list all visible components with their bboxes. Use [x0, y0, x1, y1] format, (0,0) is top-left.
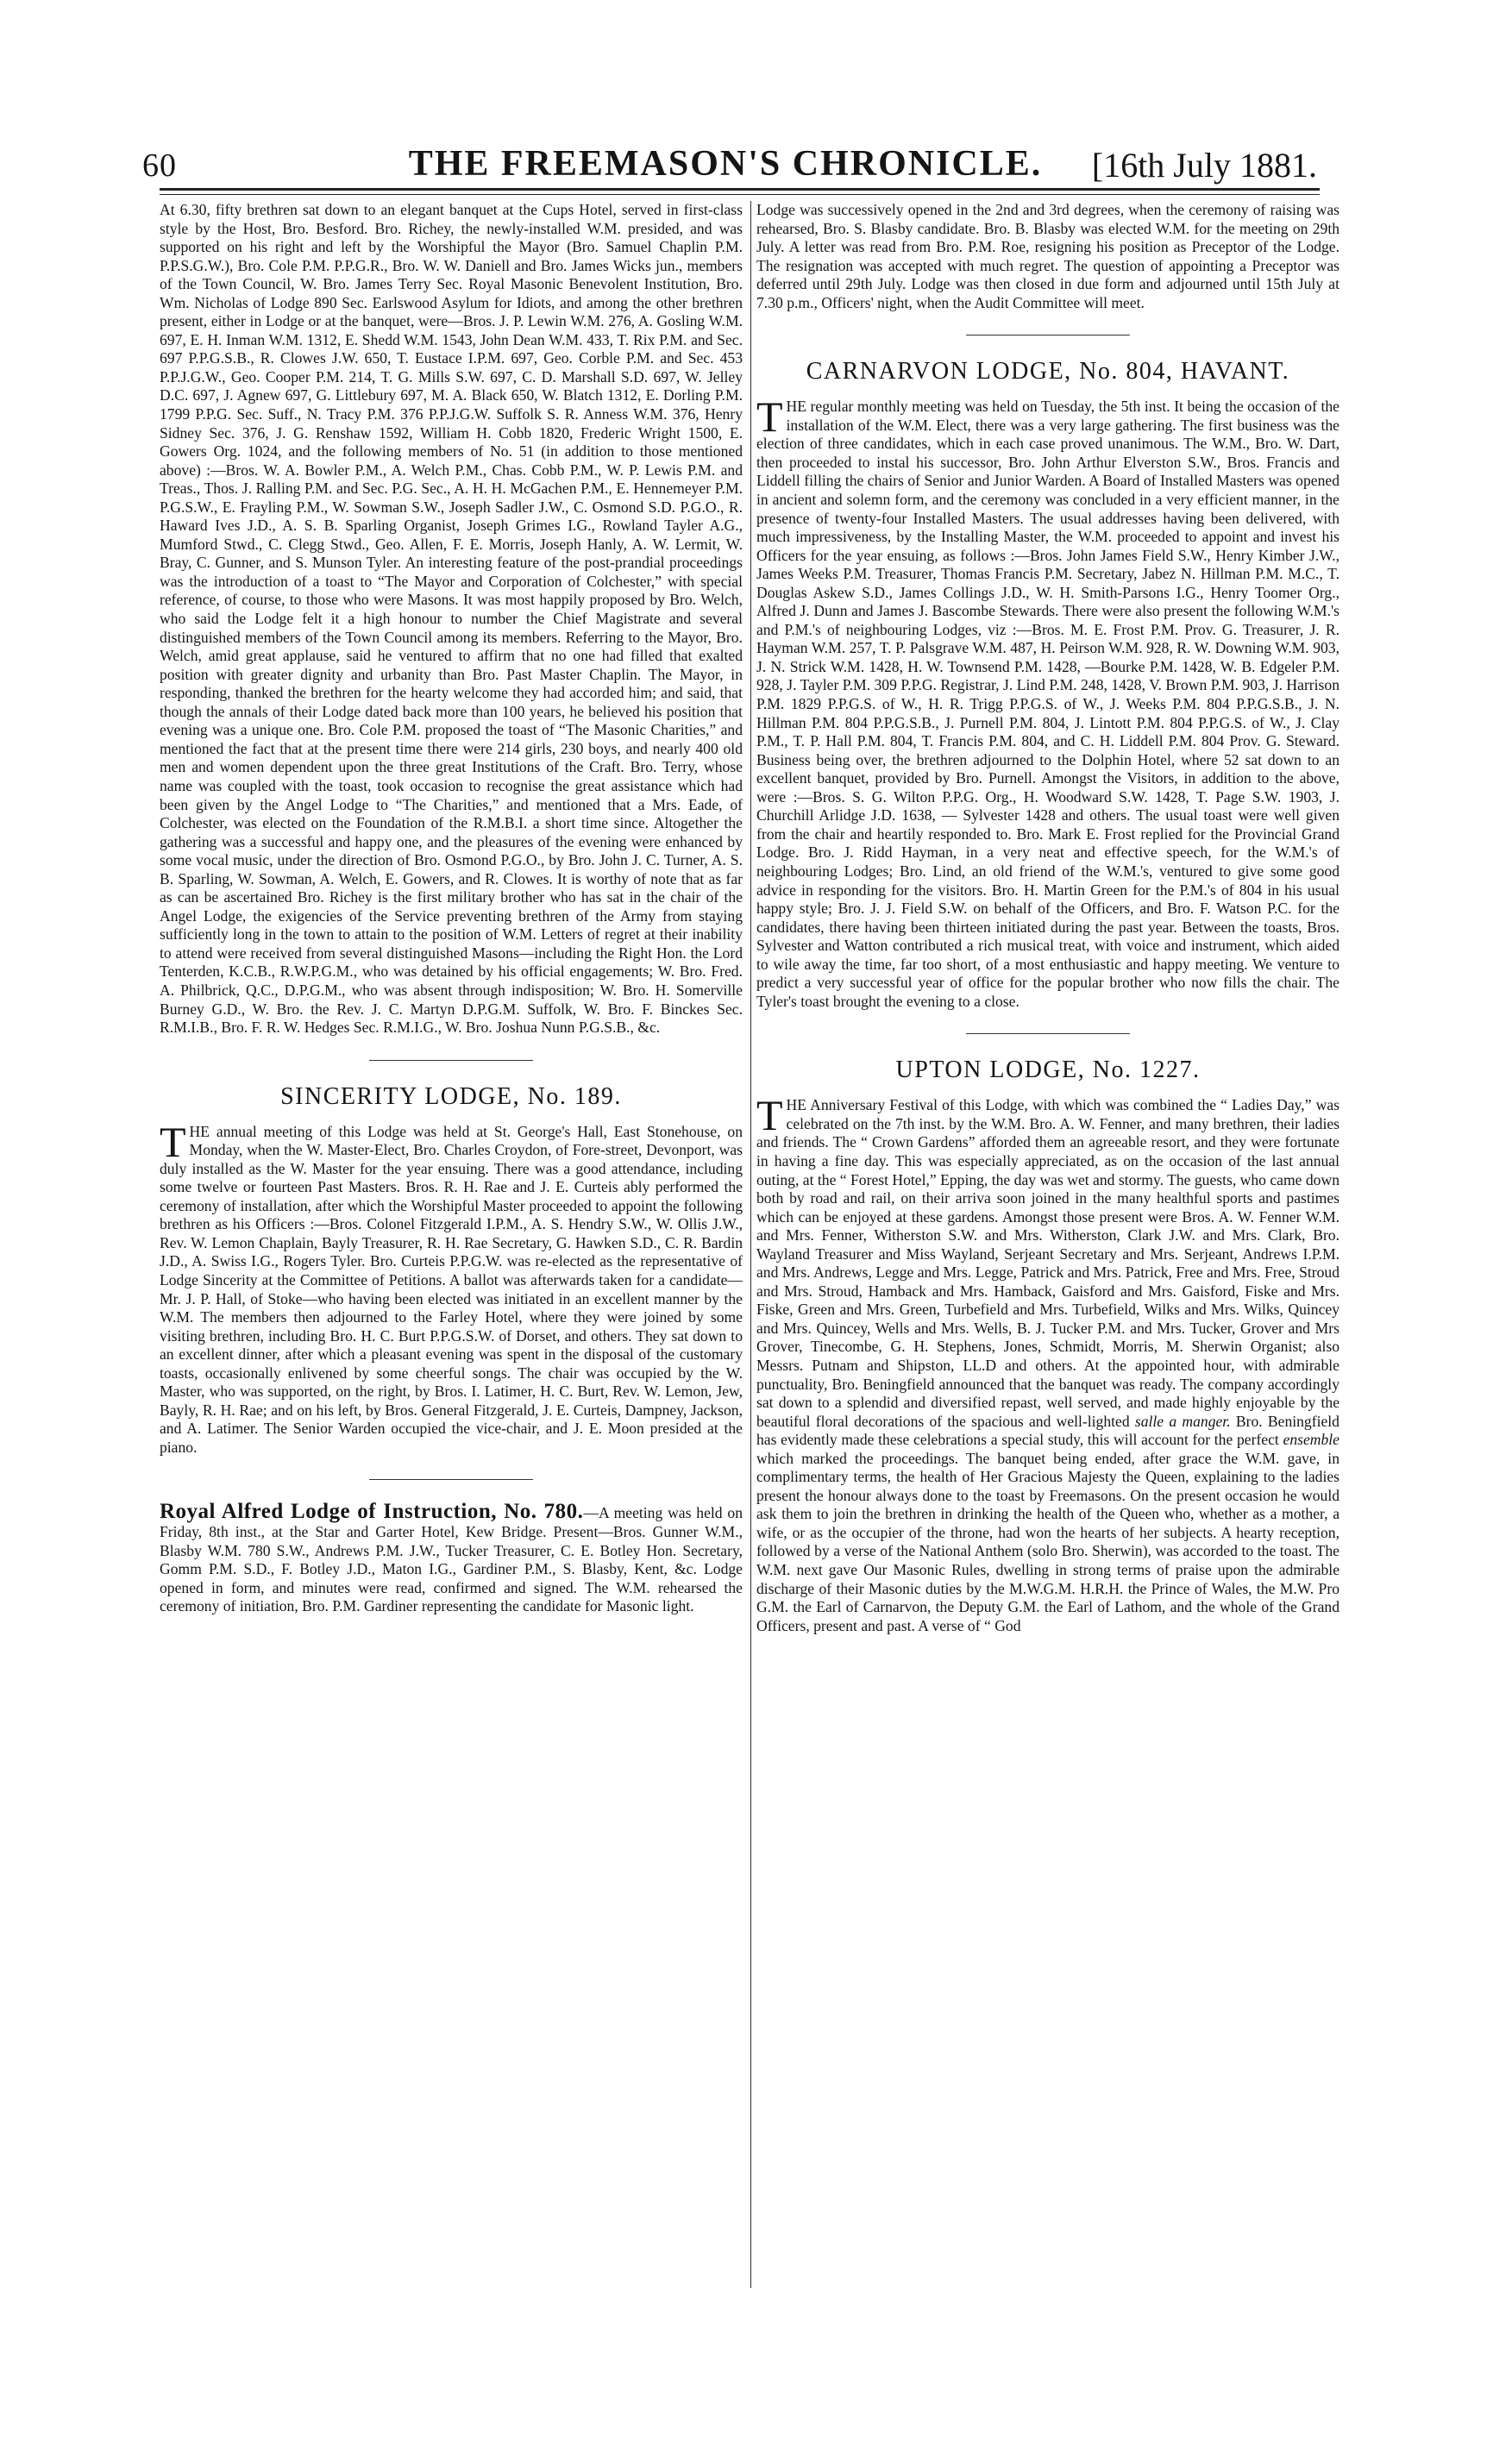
continued-article-text: Lodge was successively opened in the 2nd and 3rd degrees, when the ceremony of raising was rehearsed, Bro. S. Blasby candidate. Bro. B. Blasby was elected W.M. for the meeting on 29th July. A letter was read from Bro. P.M. Roe, resigning his position as Preceptor of the Lodge. The resignation was accepted with much regret. The question of appointing a Preceptor was deferred until 29th July. Lodge was then closed in due form and adjourned until 15th July at 7.30 p.m., Officers' night, when the Audit Committee will meet.	[756, 201, 1339, 311]
header-rule	[160, 188, 1320, 195]
carnarvon-lodge-article	[756, 358, 1339, 1011]
article-text: Bro. Beningfield has evidently made these celebrations a special study, this will account for the perfect	[756, 1412, 1339, 1449]
article-body	[160, 1502, 743, 1615]
article-heading: SINCERITY LODGE, No. 189.	[280, 1082, 622, 1110]
article-text: —A meeting was held on Friday, 8th inst., at the Star and Garter Hotel, Kew Bridge. Present—Bros. Gunner W.M., Blasby W.M. 780 S.W., Andrews P.M. J.W., Tucker Treasurer, C. E. Botley Hon. Secretary, Gomm P.M. S.D., F. Botley J.D., Maton I.G., Gardiner P.M., S. Blasby, Kent, &c. Lodge opened in form, and minutes were read, confirmed and signed. The W.M. rehearsed the ceremony of initiation, Bro. P.M. Gardiner representing the candidate for Masonic light.	[160, 1504, 743, 1615]
publication-title: THE FREEMASON'S CHRONICLE.	[408, 144, 1043, 184]
right-column	[756, 201, 1339, 1635]
upton-lodge-article	[756, 1056, 1339, 1635]
issue-date: [16th July 1881.	[1091, 146, 1317, 185]
article-heading: UPTON LODGE, No. 1227.	[895, 1056, 1201, 1084]
page-number: 60	[142, 147, 177, 184]
article-text: which marked the proceedings. The banquet being ended, after grace the W.M. gave, in complimentary terms, the health of Her Gracious Majesty the Queen, explaining to the ladies present the honour always done to the toast by Freemasons. On the present occasion he would ask them to join the brethren in drinking the health of the Queen who, whether as a mother, a wife, or as the occupier of the throne, had won the hearts of her subjects. A hearty reception, followed by a verse of the National Anthem (solo Bro. Sherwin), was accorded to the toast. The W.M. next gave Our Masonic Rules, dwelling in strong terms of praise upon the admirable discharge of their Masonic duties by the M.W.G.M. H.R.H. the Prince of Wales, the M.W. Pro G.M. the Earl of Carnarvon, the Deputy G.M. the Earl of Lathom, and the whole of the Grand Officers, present and past. A verse of “ God	[756, 1449, 1339, 1634]
royal-alfred-lodge-article	[160, 1502, 743, 1615]
section-divider	[369, 1479, 533, 1480]
article-text: HE regular monthly meeting was held on Tuesday, the 5th inst. It being the occasion of the installation of the W.M. Elect, there was a very large gathering. The first business was the election of three candidates, which in each case proved unanimous. The W.M., Bro. W. Dart, then proceeded to instal his successor, Bro. John Arthur Elverston S.W., Bros. Francis and Liddell filling the chairs of Senior and Junior Warden. A Board of Installed Masters was opened in ancient and solemn form, and the ceremony was concluded in a very efficient manner, in the presence of twenty-four Installed Masters. The usual addresses having been delivered, with much impressiveness, by the Installing Master, the W.M. proceeded to appoint and invest his Officers for the year ensuing, as follows :—Bros. John James Field S.W., Henry Kimber J.W., James Weeks P.M. Treasurer, Thomas Francis P.M. Secretary, Jabez N. Hillman P.M. M.C., T. Douglas Askew S.D., James Collings J.D., W. H. Smith-Parsons I.G., Henry Toomer Org., Alfred J. Dunn and James J. Bascombe Stewards. There were also present the following W.M.'s and P.M.'s of neighbouring Lodges, viz :—Bros. M. E. Frost P.M. Prov. G. Treasurer, J. R. Hayman W.M. 257, T. P. Palsgrave W.M. 487, H. Peirson W.M. 928, R. W. Downing W.M. 903, J. N. Strick W.M. 1428, H. W. Townsend P.M. 1428, —Bourke P.M. 1428, W. B. Edgeler P.M. 928, J. Tayler P.M. 309 P.P.G. Registrar, J. Lind P.M. 248, 1428, V. Brown P.M. 903, J. Harrison P.M. 1829 P.P.G.S. of W., H. R. Trigg P.P.G.S. of W., J. Weeks P.M. 804 P.P.G.S.B., J. N. Hillman P.M. 804 P.P.G.S.B., J. Purnell P.M. 804, J. Lintott P.M. 804 P.P.G.S. of W., J. Clay P.M., T. P. Hall P.M. 804, T. Francis P.M. 804, and C. H. Liddell P.M. 804 Prov. G. Steward. Business being over, the brethren adjourned to the Dolphin Hotel, where 52 sat down to an excellent banquet, provided by Bro. Purnell. Amongst the Visitors, in addition to the above, were :—Bros. S. G. Wilton P.P.G. Org., H. Woodward S.W. 1428, T. Page S.W. 1903, J. Churchill Arlidge J.D. 1638, — Sylvester 1428 and others. The usual toast were well given from the chair and heartily responded to. Bro. Mark E. Frost replied for the Provincial Grand Lodge. Bro. J. Ridd Hayman, in a very neat and effective speech, for the W.M.'s of neighbouring Lodges; Bro. Lind, an old friend of the W.M.'s, ventured to give some good advice in responding for the visitors. Bro. H. Martin Green for the P.M.'s of 804 in his usual happy style; Bro. J. J. Field S.W. on behalf of the Officers, and Bro. F. Watson P.C. for the candidates, there having been thirteen initiated during the past year. Between the toasts, Bros. Sylvester and Watton contributed a rich musical treat, with voice and instrument, which aided to wile away the time, far too short, of a most enthusiastic and happy meeting. We venture to predict a very successful year of office for the popular brother who now fills the chair. The Tyler's toast brought the evening to a close.	[756, 398, 1339, 1010]
column-divider	[750, 201, 751, 2288]
article-text: HE Anniversary Festival of this Lodge, with which was combined the “ Ladies Day,” was celebrated on the 7th inst. by the W.M. Bro. A. W. Fenner, and many brethren, their ladies and friends. The “ Crown Gardens” afforded them an agreeable resort, and they were fortunate in having a fine day. This was especially appreciated, as on the occasion of the last annual outing, at the “ Forest Hotel,” Epping, the day was wet and stormy. The guests, who came down both by road and rail, on their arriva soon joined in the many healthful sports and pastimes which can be enjoyed at these gardens. Amongst those present were Bros. A. W. Fenner W.M. and Mrs. Fenner, Witherston S.W. and Mrs. Witherston, Clark J.W. and Mrs. Clark, Bro. Wayland Treasurer and Miss Wayland, Serjeant Secretary and Mrs. Serjeant, Andrews I.P.M. and Mrs. Andrews, Legge and Mrs. Legge, Patrick and Mrs. Patrick, Free and Mrs. Free, Stroud and Mrs. Stroud, Hamback and Mrs. Hamback, Gaisford and Mrs. Gaisford, Fiske and Mrs. Fiske, Green and Mrs. Green, Turbefield and Mrs. Turbefield, Wilks and Mrs. Wilks, Quincey and Mrs. Quincey, Wells and Mrs. Wells, B. J. Tucker P.M. and Mrs. Tucker, Grover and Mrs Grover, Tinecombe, G. H. Stephens, Jones, Schmidt, Morris, M. Sherwin Organist; also Messrs. Putnam and Shipston, LL.D and others. At the appointed hour, with admirable punctuality, Bro. Beningfield announced that the banquet was ready. The company accordingly sat down to a splendid and diversified repast, well served, and made highly enjoyable by the beautiful floral decorations of the spacious and well-lighted	[756, 1096, 1339, 1430]
drop-cap: T	[160, 1117, 186, 1166]
drop-cap: T	[756, 1091, 783, 1140]
article-runhead: Royal Alfred Lodge of Instruction, No. 780.	[160, 1500, 584, 1524]
drop-cap: T	[756, 392, 783, 442]
section-divider	[369, 1060, 533, 1061]
italic-phrase: salle a manger.	[1134, 1412, 1231, 1430]
sincerity-lodge-article	[160, 1083, 743, 1458]
article-body	[160, 1117, 743, 1458]
article-text: HE annual meeting of this Lodge was held at St. George's Hall, East Stonehouse, on Monday, when the W. Master-Elect, Bro. Charles Croydon, of Fore-street, Devonport, was duly installed as the W. Master for the year ensuing. There was a good attendance, including some twelve or fourteen Past Masters. Bros. R. H. Rae and J. E. Curteis ably performed the ceremony of installation, after which the Worshipful Master proceeded to appoint the following brethren as his Officers :—Bros. Colonel Fitzgerald I.P.M., A. S. Hendry S.W., W. Ollis J.W., Rev. W. Lemon Chaplain, Bayly Treasurer, R. H. Rae Secretary, G. Hawken S.D., C. R. Bardin J.D., A. Swiss I.G., Rogers Tyler. Bro. Curteis P.P.G.W. was re-elected as the representative of Lodge Sincerity at the Committee of Petitions. A ballot was afterwards taken for a candidate—Mr. J. P. Hall, of Stoke—who having been elected was initiated in an excellent manner by the W.M. The members then adjourned to the Farley Hotel, where they were joined by some visiting brethren, including Bro. H. C. Burt P.P.G.S.W. of Dorset, and others. They sat down to an excellent dinner, after which a pleasant evening was spent in the disposal of the customary toasts, occasionally enlivened by some cheerful songs. The chair was occupied by the W. Master, who was supported, on the right, by Bros. I. Latimer, H. C. Burt, Rev. W. Lemon, Jew, Bayly, R. H. Rae; and on his left, by Bros. General Fitzgerald, J. E. Curteis, Dampney, Jackson, and A. Latimer. The Senior Warden occupied the vice-chair, and J. E. Moon presided at the piano.	[160, 1122, 743, 1456]
left-column	[160, 201, 743, 1616]
article-heading: CARNARVON LODGE, No. 804, HAVANT.	[806, 358, 1290, 386]
section-divider	[966, 1033, 1130, 1034]
banquet-report-text: At 6.30, fifty brethren sat down to an elegant banquet at the Cups Hotel, served in first-class style by the Host, Bro. Besford. Bro. Richey, the newly-installed W.M. presided, and was supported on his right and left by the Worshipful the Mayor (Bro. Samuel Chaplin P.M. P.P.S.G.W.), Bro. Cole P.M. P.P.G.R., Bro. W. W. Daniell and Bro. James Wicks jun., members of the Town Council, W. Bro. James Terry Sec. Royal Masonic Benevolent Institution, Bro. Wm. Nicholas of Lodge 890 Sec. Earlswood Asylum for Idiots, and among the other brethren present, either in Lodge or at the banquet, were—Bros. J. P. Lewin W.M. 276, A. Gosling W.M. 697, E. H. Inman W.M. 1312, E. Shedd W.M. 1543, John Dean W.M. 433, T. Rix P.M. and Sec. 697 P.P.G.S.B., R. Clowes J.W. 650, T. Eustace I.P.M. 697, Geo. Corble P.M. and Sec. 453 P.P.J.G.W., Geo. Cooper P.M. 214, T. G. Mills S.W. 697, C. D. Marshall S.D. 697, W. Jelley D.C. 697, J. Agnew 697, G. Littlebury 697, M. A. Black 650, W. Blatch 1312, E. Dorling P.M. 1799 P.P.G. Sec. Suff., N. Tracy P.M. 376 P.P.J.G.W. Suffolk S. R. Anness W.M. 376, Henry Sidney Sec. 376, J. G. Renshaw 1592, William H. Cobb 1820, Frederic Wright 1500, E. Gowers Org. 1024, and the following members of No. 51 (in addition to those mentioned above) :—Bros. W. A. Bowler P.M., A. Welch P.M., Chas. Cobb P.M., W. P. Lewis P.M. and Treas., Thos. J. Ralling P.M. and Sec. P.G. Sec., A. H. H. McGachen P.M., E. Hennemeyer P.M. P.G.S.W., E. Frayling P.M., W. Sowman S.W., Joseph Sadler J.W., C. Osmond S.D. P.G.O., R. Haward Ives J.D., A. S. B. Sparling Organist, Joseph Grimes I.G., Rowland Tayler A.G., Mumford Stwd., C. Clegg Stwd., Geo. Allen, F. E. Morris, Joseph Hanly, A. W. Lermit, W. Bray, C. Gunner, and S. Munson Tyler. An interesting feature of the post-prandial proceedings was the introduction of a toast to “The Mayor and Corporation of Colchester,” with special reference, of course, to those who were Masons. It was most happily proposed by Bro. Welch, who said the Lodge felt it a high honour to number the Chief Magistrate and several distinguished members of the Town Council among its members. Referring to the Mayor, Bro. Welch, amid great applause, said he ventured to affirm that no one had filled that exalted position with greater dignity and urbanity than Bro. Past Master Chaplin. The Mayor, in responding, thanked the brethren for the hearty welcome they had accorded him; and said, that though the annals of their Lodge dated back more than 100 years, he believed his position that evening was a unique one. Bro. Cole P.M. proposed the toast of “The Masonic Charities,” and mentioned the fact that at the present time there were 214 girls, 230 boys, and nearly 400 old men and women dependent upon the three great Institutions of the Craft. Bro. Terry, whose name was coupled with the toast, took occasion to recognise the great assistance which had been given by the Angel Lodge to “The Charities,” and mentioned that a Mrs. Eade, of Colchester, was elected on the Foundation of the R.M.B.I. a short time since. Altogether the gathering was a successful and happy one, and the pleasures of the evening were enhanced by some vocal music, under the direction of Bro. Osmond P.G.O., by Bro. John J. C. Turner, A. S. B. Sparling, W. Sowman, A. Welch, E. Gowers, and R. Clowes. It is worthy of note that as far as can be ascertained Bro. Richey is the first military brother who has sat in the chair of the Angel Lodge, the exigencies of the Service preventing brethren of the Army from staying sufficiently long in the town to attain to the position of W.M. Letters of regret at their inability to attend were received from several distinguished Masons—including the Right Hon. the Lord Tenterden, K.C.B., R.W.P.G.M., who was detained by his official engagements; W. Bro. Fred. A. Philbrick, Q.C., D.P.G.M., who was absent through indisposition; W. Bro. H. Somerville Burney G.D., W. Bro. the Rev. J. C. Martyn D.P.G.M. Suffolk, W. Bro. F. Binckes Sec. R.M.I.B., Bro. F. R. W. Hedges Sec. R.M.I.G., W. Bro. Joshua Nunn P.G.S.B., &c.	[160, 201, 743, 1037]
italic-phrase: ensemble	[1283, 1431, 1339, 1449]
article-body	[756, 392, 1339, 1011]
article-body	[756, 1091, 1339, 1635]
masthead	[134, 140, 1317, 188]
